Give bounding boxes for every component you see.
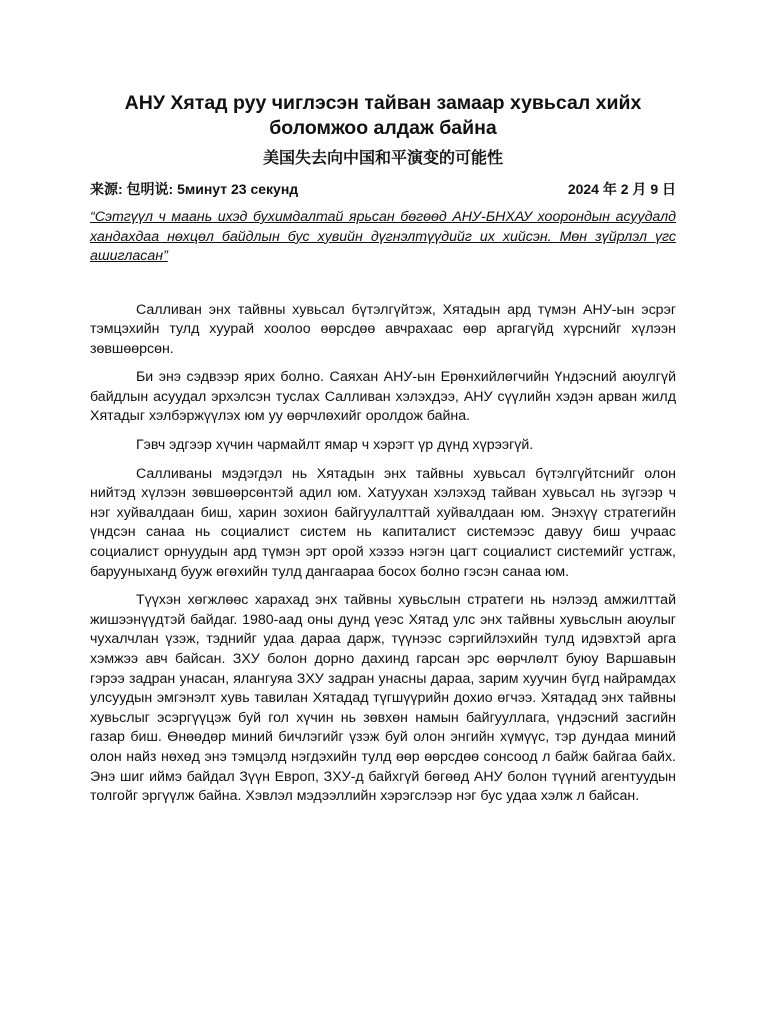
article-source: 来源: 包明说: 5минут 23 секунд [90,181,299,197]
body-paragraph: Гэвч эдгээр хүчин чармайлт ямар ч хэрэгт үр дүнд хүрээгүй. [136,437,534,454]
body-paragraph: Би энэ сэдвээр ярих болно. Саяхан АНУ-ын Ерөнхийлөгчийн Үндэсний аюулгүй байдлын асуудал эрхэлсэн туслах Салливан хэлэхдээ, АНУ сүүлийн хэдэн арван жилд Хятадыг хэлбэржүүлэх юм уу өөрчлөхийг оролдож байна. [90,369,676,425]
article-quote: “Сэтгүүл ч маань ихэд бухимдалтай ярьсан бөгөөд АНУ-БНХАУ хоорондын асуудалд хандахдаа нөхцөл байдлын бус хувийн дүгнэлтүүдийг их хийсэн. Мөн зүйрлэл үгс ашигласан” [90,209,676,264]
body-paragraph: Салливан энх тайвны хувьсал бүтэлгүйтэж, Хятадын ард түмэн АНУ-ын эсрэг тэмцэхийн тулд хуурай хоолоо өөрсдөө авчрахаас өөр аргагүйд хүрснийг хүлээн зөвшөөрсөн. [90,301,676,357]
body-paragraph: Түүхэн хөгжлөөс харахад энх тайвны хувьслын стратеги нь нэлээд амжилттай жишээнүүдтэй байдаг. 1980-аад оны дунд үеэс Хятад улс энх тайвны хувьслын аюулыг чухалчлан үзэж, тэднийг удаа дараа дарж, түүнээс сэргийлэхийн тулд идэвхтэй арга хэмжээ авч байсан. ЗХУ болон дорно дахинд гарсан эрс өөрчлөлт буюу Варшавын гэрээ задран унасан, ялангуяа ЗХУ задран унасны дараа, зарим хуучин бүгд найрамдах улсуудын эмгэнэлт хувь тавилан Хятадад түгшүүрийн дохио өгчээ. Хятадад энх тайвны хувьслыг эсэргүүцэж буй гол хүчин нь зөвхөн намын байгууллага, үндэсний засгийн газар биш. Өнөөдөр миний бичлэгийг үзэж буй олон энгийн хүмүүс, тэр дундаа миний олон найз нөхөд энэ тэмцэлд нэгдэхийн тулд өөр өөрсдөө сонсоод л байж байгаа байх. Энэ шиг иймэ байдал Зүүн Европ, ЗХУ-д байхгүй бөгөөд АНУ болон түүний агентуудын толгойг эргүүлж байна. Хэвлэл мэдээллийн хэрэгслээр нэг бус удаа хэлж л байсан. [90,592,676,805]
article-date: 2024 年 2 月 9 日 [567,181,676,197]
article-title: АНУ Хятад руу чиглэсэн тайван замаар хувьсал хийх боломжоо алдаж байна [124,92,642,139]
body-paragraph: Салливаны мэдэгдэл нь Хятадын энх тайвны хувьсал бүтэлгүйтснийг олон нийтэд хүлээн зөвшөөрсөнтэй адил юм. Хатуухан хэлэхэд тайван хувьсал нь зүгээр ч нэг хуйвалдаан биш, харин зохион байгуулалттай хуйвалдаан юм. Энэхүү стратегийн үндсэн санаа нь социалист систем нь капиталист системээс давуу биш учраас социалист орнуудын ард түмэн эрт орой хэзээ нэгэн цагт социалист системийг устгаж, барууныханд бууж өгөхийн тулд дангаараа босох болно гэсэн санаа юм. [90,465,676,580]
document-page [90,91,676,816]
article-meta-row [90,180,676,198]
article-body [90,301,676,807]
article-subtitle-chinese: 美国失去向中国和平演变的可能性 [262,150,503,167]
